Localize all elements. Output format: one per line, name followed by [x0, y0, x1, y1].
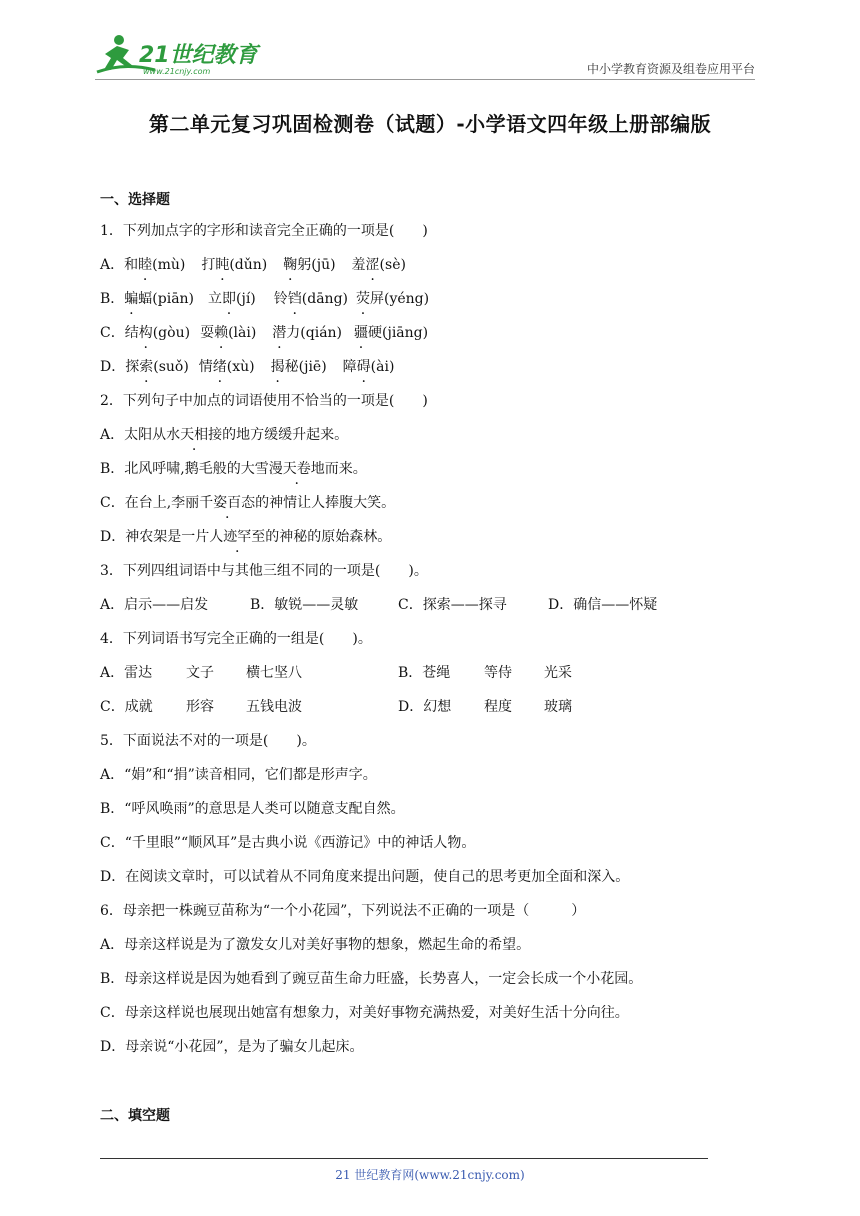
opt-text: 耍: [200, 325, 215, 341]
option-d: [100, 520, 780, 554]
option-c: [100, 316, 780, 350]
opt-text: (dāng): [301, 291, 348, 307]
opt-text: (lài): [228, 325, 257, 341]
logo: [95, 32, 265, 78]
option-word: 玻璃: [544, 699, 572, 715]
section-heading-choice: 一、选择题: [100, 192, 170, 208]
option-a: A．“娟”和“捐”读音相同，它们都是形声字。: [100, 767, 377, 783]
opt-text: C．在台上,李丽: [100, 495, 200, 511]
opt-text: A．和: [100, 257, 139, 273]
question-stem: 3．下列四组词语中与其他三组不同的一项是( )。: [100, 563, 428, 579]
dotted-char: 荧: [356, 291, 370, 307]
option-d: D．母亲说“小花园”，是为了骗女儿起床。: [100, 1039, 364, 1055]
option-c: C．“千里眼”“顺风耳”是古典小说《西游记》中的神话人物。: [100, 835, 476, 851]
option-a: A．启示——启发: [100, 597, 209, 613]
option-b: B．苍绳: [398, 665, 451, 681]
opt-text: (gòu): [152, 325, 191, 341]
question-stem: 4．下列词语书写完全正确的一组是( )。: [100, 631, 372, 647]
dotted-char: 鞠: [283, 257, 298, 273]
opt-text: C．结: [100, 325, 139, 341]
dotted-char: 索: [139, 359, 154, 375]
question-stem: 1．下列加点字的字形和读音完全正确的一项是( ): [100, 223, 428, 239]
dotted-char: 构: [138, 325, 153, 341]
dotted-phrase: 人迹罕至: [209, 529, 266, 545]
option-word: 五钱电波: [246, 699, 302, 715]
option-a: [100, 418, 780, 452]
opt-text: 的地方缓缓升起来。: [222, 427, 349, 443]
option-word: 等侍: [484, 665, 512, 681]
page-title: 第二单元复习巩固检测卷（试题）-小学语文四年级上册部编版: [148, 112, 712, 136]
dotted-char: 即: [222, 291, 237, 307]
opt-text: 秘(jiē): [284, 359, 327, 375]
platform-name: 中小学教育资源及组卷应用平台: [586, 62, 755, 76]
option-word: 程度: [484, 699, 512, 715]
dotted-char: 揭: [270, 359, 285, 375]
header-divider: [95, 79, 755, 80]
svg-text:21世纪教育: 21世纪教育: [139, 43, 258, 68]
option-b: [100, 452, 780, 486]
option-b: B．母亲这样说是因为她看到了豌豆苗生命力旺盛，长势喜人，一定会长成一个小花园。: [100, 971, 643, 987]
option-word: 横七坚八: [246, 665, 302, 681]
option-a: A．雷达: [100, 665, 153, 681]
option-a: A．母亲这样说是为了激发女儿对美好事物的想象，燃起生命的希望。: [100, 937, 531, 953]
dotted-char: 蝙: [124, 291, 139, 307]
option-c: C．母亲这样说也展现出她富有想象力，对美好事物充满热爱，对美好生活十分向往。: [100, 1005, 629, 1021]
dotted-char: 疆: [354, 325, 369, 341]
dotted-char: 睦: [138, 257, 153, 273]
option-a: [100, 248, 780, 282]
opt-text: 铃: [273, 291, 288, 307]
dotted-char: 碍: [356, 359, 371, 375]
opt-text: 力(qián): [286, 325, 343, 341]
opt-text: B．北风呼啸,鹅毛般的大雪: [100, 461, 269, 477]
option-d: D．在阅读文章时，可以试着从不同角度来提出问题，使自己的思考更加全面和深入。: [100, 869, 630, 885]
opt-text: 蝠(piān): [138, 291, 195, 307]
options-row: [100, 656, 780, 690]
opt-text: 立: [208, 291, 223, 307]
option-c: [100, 486, 780, 520]
option-b: B．“呼风唤雨”的意思是人类可以随意支配自然。: [100, 801, 405, 817]
option-d: D．幻想: [398, 699, 452, 715]
opt-text: (xù): [226, 359, 255, 375]
dotted-char: 盹: [215, 257, 230, 273]
opt-text: 躬(jū): [297, 257, 336, 273]
opt-text: B．: [100, 291, 125, 307]
opt-text: (sè): [379, 257, 406, 273]
opt-text: 障: [342, 359, 357, 375]
opt-text: 的神情让人捧腹大笑。: [255, 495, 396, 511]
opt-text: (mù): [152, 257, 186, 273]
option-word: 光采: [544, 665, 572, 681]
option-word: 文子: [186, 665, 214, 681]
dotted-char: 赖: [214, 325, 229, 341]
logo-runner-icon: [95, 32, 265, 78]
footer-divider: [100, 1158, 708, 1159]
opt-text: 的神秘的原始森林。: [265, 529, 392, 545]
options-row: [100, 588, 780, 622]
opt-text: D．探: [100, 359, 140, 375]
opt-text: 情: [198, 359, 213, 375]
options-row: [100, 690, 780, 724]
page-header: [95, 32, 755, 80]
opt-text: 打: [201, 257, 216, 273]
option-c: C．探索——探寻: [398, 597, 507, 613]
option-c: C．成就: [100, 699, 153, 715]
opt-text: D．神农架是一片: [100, 529, 210, 545]
opt-text: 硬(jiāng): [368, 325, 429, 341]
question-stem: 5．下面说法不对的一项是( )。: [100, 733, 316, 749]
opt-text: 而来。: [324, 461, 367, 477]
option-b: B．敏锐——灵敏: [250, 597, 359, 613]
opt-text: (suǒ): [153, 359, 189, 375]
question-stem: 6．母亲把一株豌豆苗称为“一个小花园”，下列说法不正确的一项是（ ）: [100, 903, 586, 919]
option-b: [100, 282, 780, 316]
dotted-phrase: 水天相接: [166, 427, 223, 443]
opt-text: A．太阳从: [100, 427, 167, 443]
document-body: [100, 190, 780, 1126]
opt-text: 羞: [351, 257, 366, 273]
option-d: [100, 350, 780, 384]
section-heading-fill: 二、填空题: [100, 1108, 170, 1124]
dotted-phrase: 漫天卷地: [268, 461, 325, 477]
footer-link[interactable]: 21 世纪教育网(www.21cnjy.com): [335, 1168, 525, 1182]
question-stem: 2．下列句子中加点的词语使用不恰当的一项是( ): [100, 393, 428, 409]
dotted-char: 涩: [365, 257, 380, 273]
dotted-phrase: 千姿百态: [199, 495, 256, 511]
dotted-char: 铛: [287, 291, 302, 307]
dotted-char: 潜: [272, 325, 287, 341]
option-word: 形容: [186, 699, 214, 715]
opt-text: 屏(yéng): [370, 291, 430, 307]
dotted-char: 绪: [212, 359, 227, 375]
opt-text: (jí): [236, 291, 256, 307]
opt-text: (dǔn): [229, 257, 268, 273]
svg-text:www.21cnjy.com: www.21cnjy.com: [143, 67, 211, 76]
opt-text: (ài): [370, 359, 395, 375]
option-d: D．确信——怀疑: [548, 597, 658, 613]
